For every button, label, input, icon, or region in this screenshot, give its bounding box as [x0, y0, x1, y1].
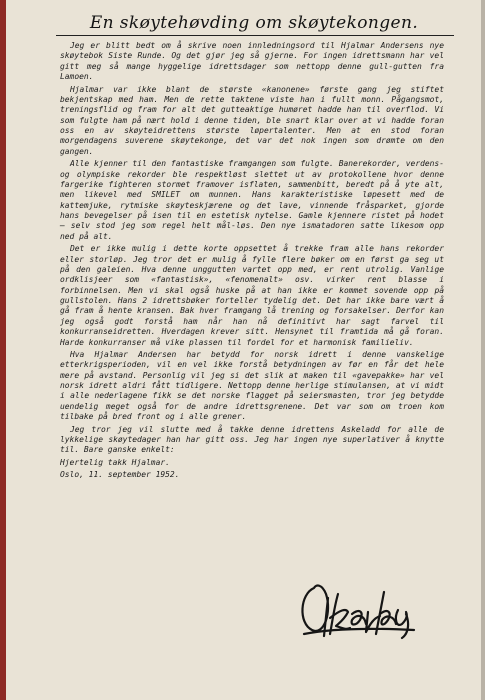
dateline: Oslo, 11. september 1952.	[60, 470, 180, 479]
title-underline	[56, 35, 454, 36]
article-body	[60, 41, 444, 482]
closing-line: Hjertelig takk Hjalmar.	[60, 457, 170, 467]
paragraph-3: Alle kjenner til den fantastiske framgangen som fulgte. Banerekorder, verdens- og olympiske rekorder ble respektløst slettet ut av protokollene hvor denne fargerike fighteren stormet framover isflaten, sammenbitt, beredt på å yte alt, men likevel med SMILET om munnen. Hans karakteristiske løpesett med de kattemjuke, rytmiske skøyteskjærene og det lave, vinnende fråsparket, gjorde hans bevegelser på isen til en estetisk nytelse. Gamle kjennere ristet på hodet — selv stod jeg som regel helt mål-løs. Den nye ismatadoren satte likesom opp ned på alt.	[60, 159, 444, 241]
paragraph-4: Det er ikke mulig i dette korte oppsettet å trekke fram alle hans rekorder eller storløp. Jeg tror det er mulig å fylle flere bøker om en først ga seg ut på den galeien. Hva denne unggutten vartet opp med, er rent utrolig. Vanlige ordklisjeer som «fantastisk», «fenomenalt» osv. virker rent blasse i forbinnelsen. Men vi skal også huske på at han ikke er kommet sovende opp på gullstolen. Hans 2 idrettsbøker forteller tydelig det. Det har ikke bare vært å gå fram å hente kransen. Bak hver framgang lå trening og forsakelser. Derfor kan jeg også godt forstå ham når han nå definitivt har sagt farvel til konkurranseidretten. Hverdagen krever sitt. Hensynet til framtida må gå foran. Harde konkurranser må vike plassen til fordel for et harmonisk familieliv.	[60, 244, 444, 347]
paragraph-2: Hjalmar var ikke blant de største «kanonene» første gang jeg stiftet bekjentskap med ham. Men de rette taktene viste han i fullt monn. Pågangsmot, treningsflid og fram for alt det gutteaktige humøret hadde han til overflod. Vi som fulgte ham på nært hold i denne tiden, ble snart klar over at vi hadde foran oss en av skøyteidrettens største løpertalenter. Men at en stod foran morgendagens suverene skøytekonge, det var det nok ingen som drømte om den gangen.	[60, 84, 444, 156]
handwritten-signature	[294, 568, 424, 646]
paragraph-1: Jeg er blitt bedt om å skrive noen innledningsord til Hjalmar Andersens nye skøytebok Siste Runde. Og det gjør jeg så gjerne. For ingen idrettsmann har vel gitt meg så mange hyggelige idrettsdager som nettopp denne gull-gutten fra Lamoen.	[60, 41, 444, 82]
page-title: En skøytehøvding om skøytekongen.	[89, 13, 419, 33]
paragraph-6: Jeg tror jeg vil slutte med å takke denne idrettens Askeladd for alle de lykkelige skøytedager han har gitt oss. Jeg har ingen nye superlativer å knytte til. Bare ganske enkelt:	[60, 424, 444, 455]
paragraph-5: Hva Hjalmar Andersen har betydd for norsk idrett i denne vanskelige etterkrigsperioden, vil en vel ikke forstå betydningen av før en får det hele mere på avstand. Personlig vil jeg si det slik at maken til «gavepakke» har vel norsk idrett aldri fått tidligere. Nettopp denne herlige stimulansen, at vi midt i alle nederlagene fikk se det norske flagget på seiersmasten, tror jeg betydde uendelig meget også for de andre idrettsgrenene. Det var som om troen kom tilbake på bred front og i alle grener.	[60, 349, 444, 422]
